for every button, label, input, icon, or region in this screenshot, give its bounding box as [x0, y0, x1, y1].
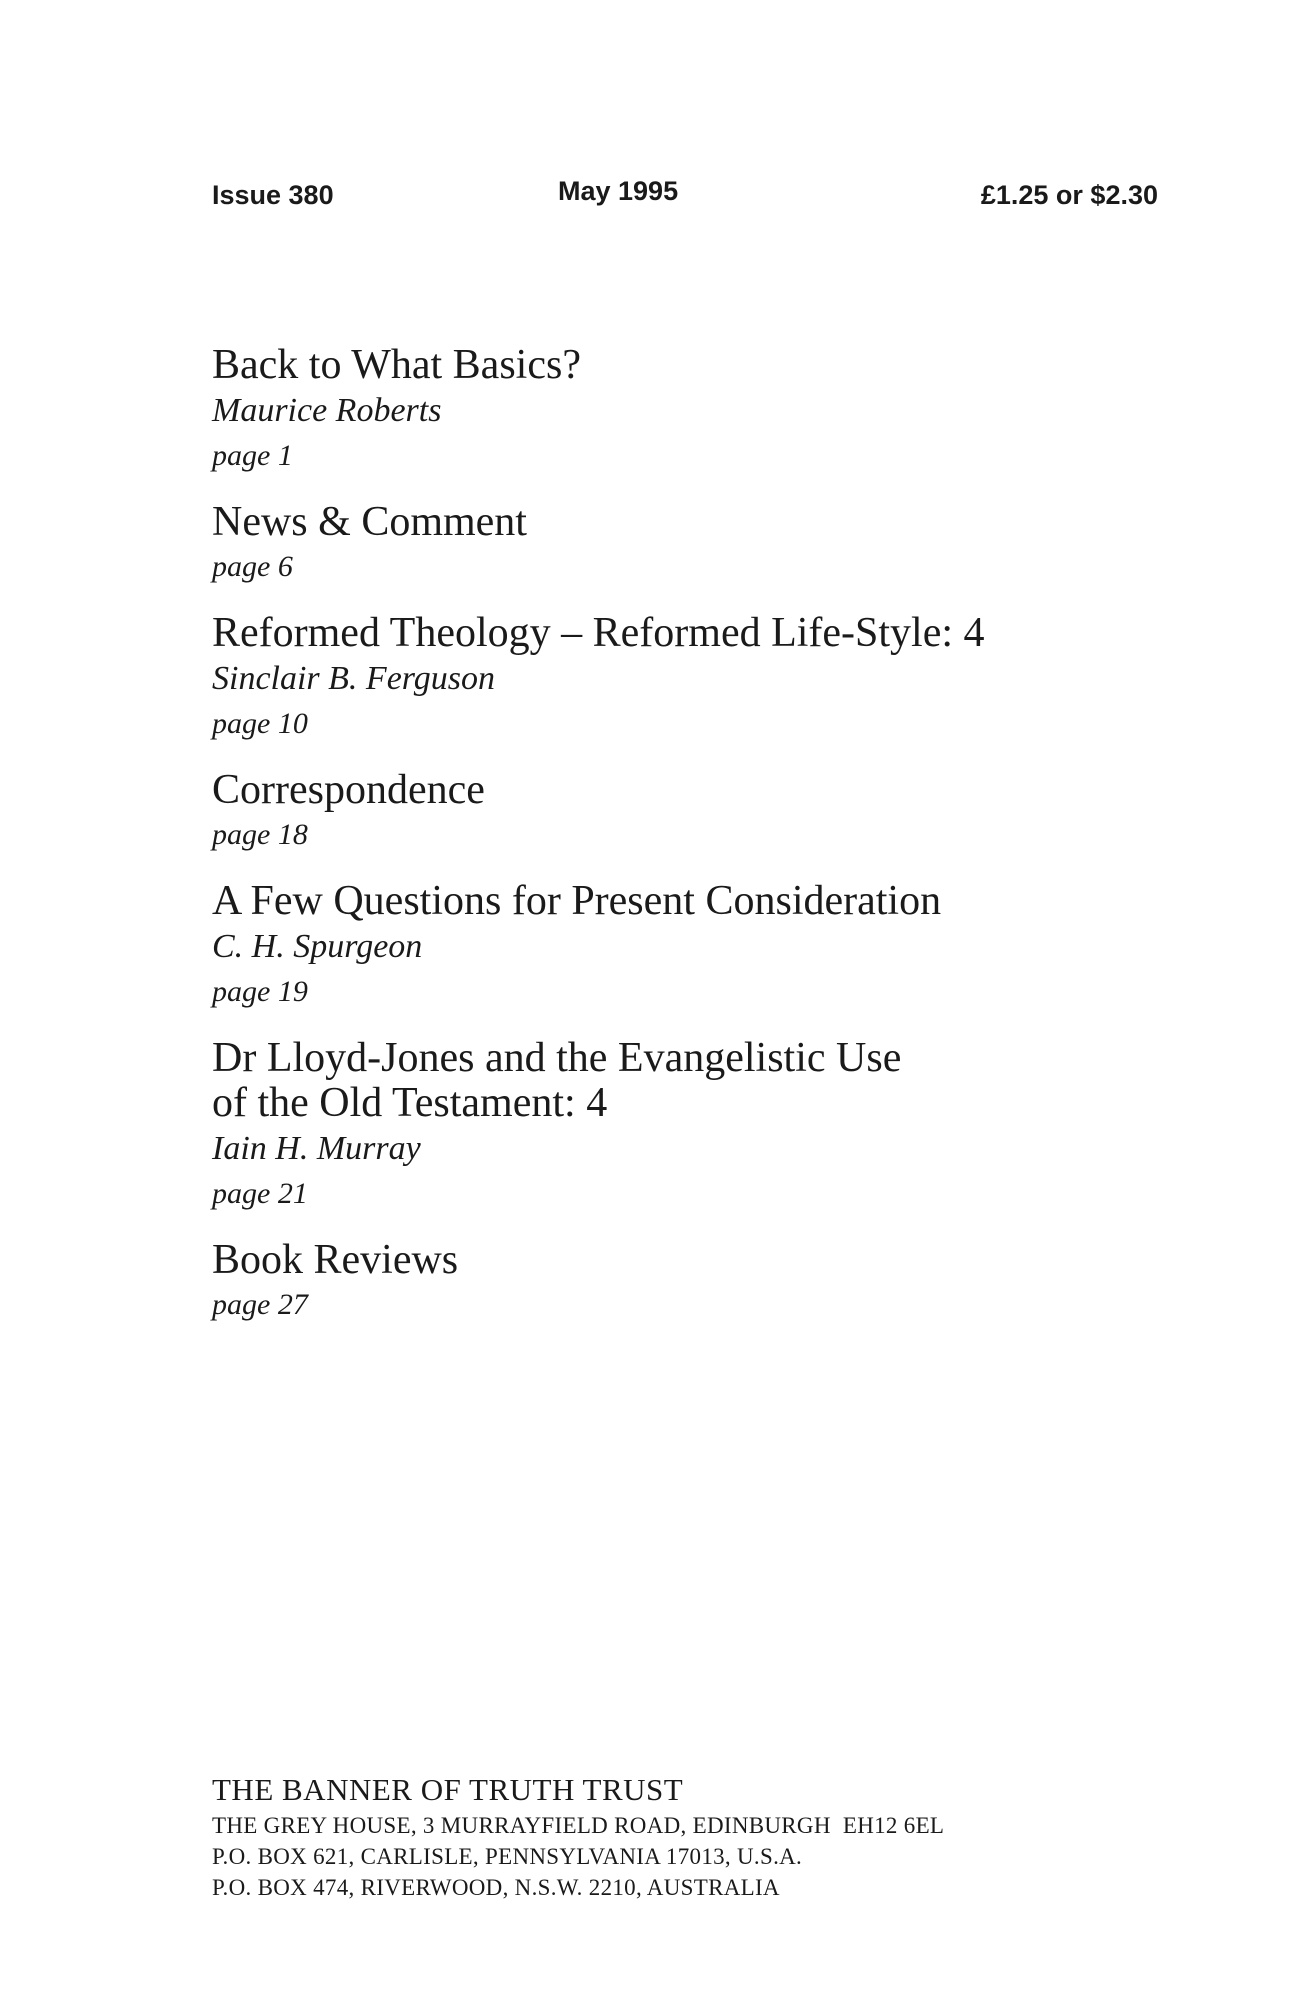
article-title: A Few Questions for Present Consideration	[212, 878, 942, 924]
toc-entry	[212, 500, 1162, 589]
toc-entry	[212, 343, 1162, 478]
publisher-address-carlisle: P.O. BOX 621, CARLISLE, PENNSYLVANIA 17013, U.S.A.	[212, 1844, 803, 1869]
article-title: News & Comment	[212, 499, 527, 545]
toc-entry	[212, 1238, 1162, 1327]
publisher-name: THE BANNER OF TRUTH TRUST	[212, 1772, 684, 1807]
article-author: C. H. Spurgeon	[212, 928, 423, 965]
toc-entry	[212, 768, 1162, 857]
publisher-address-edinburgh: THE GREY HOUSE, 3 MURRAYFIELD ROAD, EDINBURGH EH12 6EL	[212, 1813, 945, 1838]
article-title: Back to What Basics?	[212, 342, 581, 388]
article-page: page 27	[212, 1288, 308, 1321]
toc-entry	[212, 611, 1162, 746]
article-page: page 6	[212, 550, 293, 583]
article-author: Sinclair B. Ferguson	[212, 660, 495, 697]
article-page: page 10	[212, 707, 308, 740]
article-title-line-2: of the Old Testament: 4	[212, 1080, 608, 1126]
article-title-line-1: Dr Lloyd-Jones and the Evangelistic Use	[212, 1035, 902, 1081]
toc-entry	[212, 1036, 1162, 1216]
article-page: page 18	[212, 818, 308, 851]
article-page: page 1	[212, 439, 293, 472]
toc-entry	[212, 879, 1162, 1014]
issue-price: £1.25 or $2.30	[980, 180, 1158, 210]
table-of-contents	[212, 343, 1162, 1349]
article-title: Correspondence	[212, 767, 485, 813]
article-title: Reformed Theology – Reformed Life-Style: 4	[212, 610, 985, 656]
issue-date: May 1995	[558, 176, 679, 206]
article-title: Book Reviews	[212, 1237, 459, 1283]
issue-header	[212, 176, 1158, 216]
issue-number: Issue 380	[212, 180, 334, 210]
publisher-footer	[212, 1770, 1172, 1903]
article-page: page 19	[212, 975, 308, 1008]
publisher-address-riverwood: P.O. BOX 474, RIVERWOOD, N.S.W. 2210, AUSTRALIA	[212, 1875, 780, 1900]
article-author: Iain H. Murray	[212, 1130, 421, 1167]
article-page: page 21	[212, 1177, 308, 1210]
article-author: Maurice Roberts	[212, 392, 442, 429]
